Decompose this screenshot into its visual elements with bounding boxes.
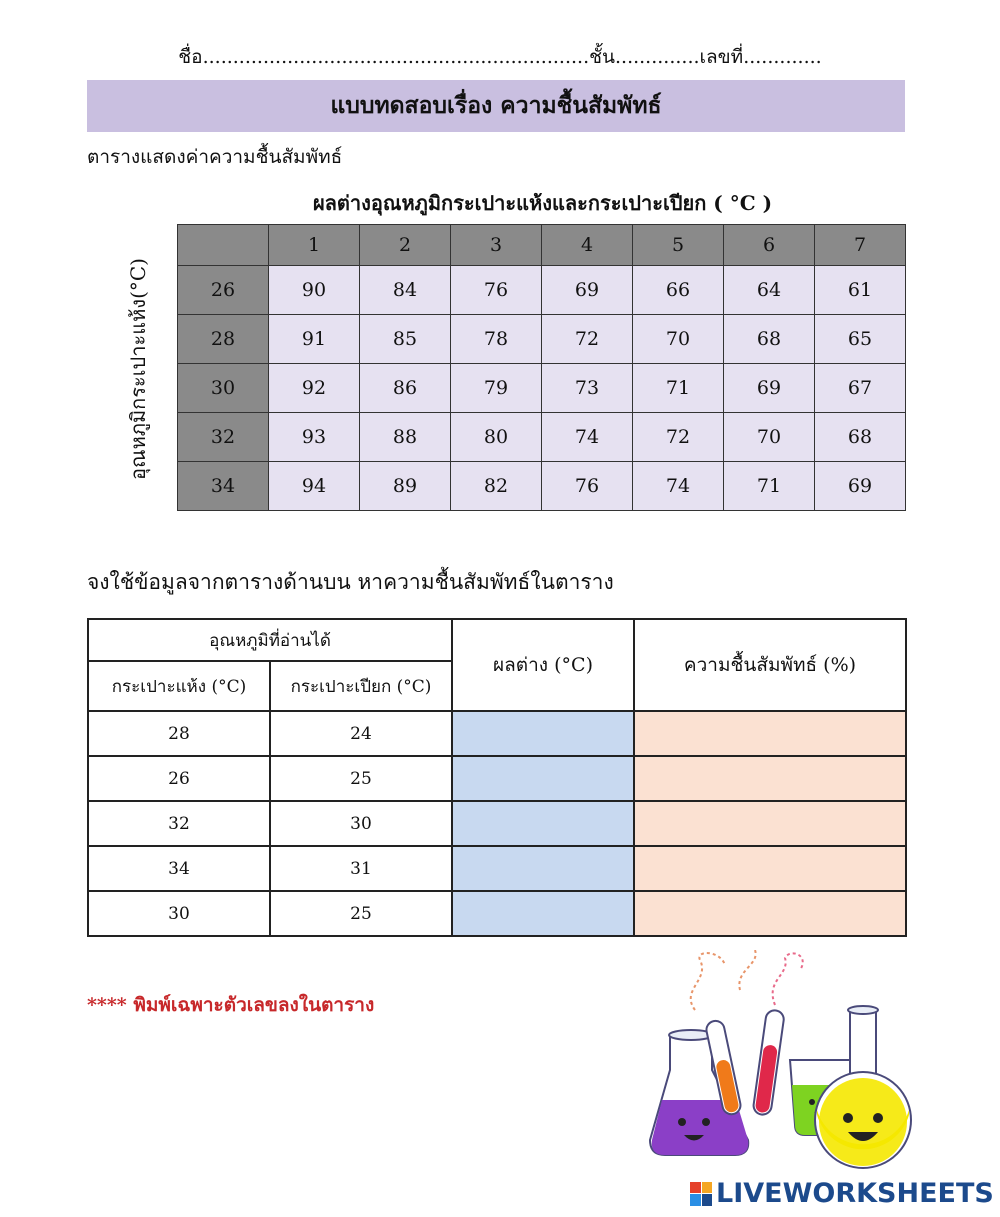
reference-humidity-table [177,224,906,511]
reference-column-header: 2 [360,225,451,266]
table-row [178,315,906,364]
wet-bulb-value: 24 [270,711,452,756]
difference-input[interactable] [452,891,634,936]
reference-row-title: อุณหภูมิกระเปาะแห้ง(°C) [126,258,150,480]
reference-cell: 68 [724,315,815,364]
reference-column-header: 5 [633,225,724,266]
reference-cell: 66 [633,266,724,315]
answer-table [87,618,907,937]
reference-cell: 64 [724,266,815,315]
table-row [178,364,906,413]
reference-column-title: ผลต่างอุณหภูมิกระเปาะแห้งและกระเปาะเปียก ( °C ) [312,191,773,215]
dry-bulb-value: 34 [88,846,270,891]
answer-group-header-row [88,619,906,661]
reference-column-header: 7 [815,225,906,266]
table-row [88,801,906,846]
reference-cell: 69 [815,462,906,511]
wet-bulb-value: 25 [270,891,452,936]
reference-cell: 86 [360,364,451,413]
relative-humidity-input[interactable] [634,756,906,801]
instruction-note: **** พิมพ์เฉพาะตัวเลขลงในตาราง [87,994,375,1016]
dry-bulb-value: 30 [88,891,270,936]
reference-cell: 84 [360,266,451,315]
relative-humidity-input[interactable] [634,846,906,891]
reference-corner-cell [178,225,269,266]
relative-humidity-input[interactable] [634,891,906,936]
reference-cell: 65 [815,315,906,364]
reference-column-header: 4 [542,225,633,266]
dry-bulb-value: 26 [88,756,270,801]
reference-column-header: 1 [269,225,360,266]
reference-row-header: 32 [178,413,269,462]
reference-cell: 69 [542,266,633,315]
wet-bulb-value: 30 [270,801,452,846]
reference-row-header: 34 [178,462,269,511]
table-row [88,891,906,936]
table-row [88,756,906,801]
reference-cell: 82 [451,462,542,511]
reference-cell: 70 [633,315,724,364]
reference-cell: 80 [451,413,542,462]
reading-group-header: อุณหภูมิที่อ่านได้ [88,619,452,661]
reference-cell: 85 [360,315,451,364]
reference-row-header: 26 [178,266,269,315]
reference-cell: 74 [633,462,724,511]
reference-cell: 88 [360,413,451,462]
reference-cell: 68 [815,413,906,462]
reference-cell: 91 [269,315,360,364]
table-row [88,711,906,756]
instruction-text: จงใช้ข้อมูลจากตารางด้านบน หาความชื้นสัมพัทธ์ในตาราง [87,570,614,594]
difference-input[interactable] [452,711,634,756]
chemistry-flasks-illustration [640,950,940,1170]
reference-cell: 72 [633,413,724,462]
reference-cell: 69 [724,364,815,413]
reference-cell: 93 [269,413,360,462]
relative-humidity-input[interactable] [634,801,906,846]
liveworksheets-logo [690,1178,994,1209]
table-row [178,266,906,315]
reference-cell: 89 [360,462,451,511]
reference-cell: 71 [724,462,815,511]
reference-cell: 72 [542,315,633,364]
reference-cell: 90 [269,266,360,315]
difference-input[interactable] [452,756,634,801]
reference-cell: 94 [269,462,360,511]
difference-input[interactable] [452,801,634,846]
difference-header: ผลต่าง (°C) [452,619,634,711]
student-info-line: ชื่อ................................................................ชั้น..............เลขที่............. [178,46,822,68]
reference-column-header: 6 [724,225,815,266]
dry-bulb-header: กระเปาะแห้ง (°C) [88,661,270,711]
wet-bulb-value: 25 [270,756,452,801]
relative-humidity-header: ความชื้นสัมพัทธ์ (%) [634,619,906,711]
wet-bulb-value: 31 [270,846,452,891]
reference-cell: 78 [451,315,542,364]
reference-cell: 76 [451,266,542,315]
reference-row-header: 28 [178,315,269,364]
relative-humidity-input[interactable] [634,711,906,756]
reference-cell: 73 [542,364,633,413]
reference-cell: 79 [451,364,542,413]
worksheet-title-band [87,80,905,132]
reference-cell: 70 [724,413,815,462]
dry-bulb-value: 28 [88,711,270,756]
dry-bulb-value: 32 [88,801,270,846]
reference-cell: 67 [815,364,906,413]
table-row [178,413,906,462]
liveworksheets-logo-text: LIVEWORKSHEETS [716,1178,994,1209]
worksheet-title: แบบทดสอบเรื่อง ความชื้นสัมพัทธ์ [330,92,662,119]
reference-cell: 92 [269,364,360,413]
reference-row-header: 30 [178,364,269,413]
table-row [88,846,906,891]
reference-header-row [178,225,906,266]
liveworksheets-logo-icon [690,1182,712,1206]
difference-input[interactable] [452,846,634,891]
table-caption: ตารางแสดงค่าความชื้นสัมพัทธ์ [87,146,343,168]
wet-bulb-header: กระเปาะเปียก (°C) [270,661,452,711]
reference-cell: 61 [815,266,906,315]
reference-cell: 71 [633,364,724,413]
reference-cell: 76 [542,462,633,511]
reference-cell: 74 [542,413,633,462]
table-row [178,462,906,511]
reference-column-header: 3 [451,225,542,266]
